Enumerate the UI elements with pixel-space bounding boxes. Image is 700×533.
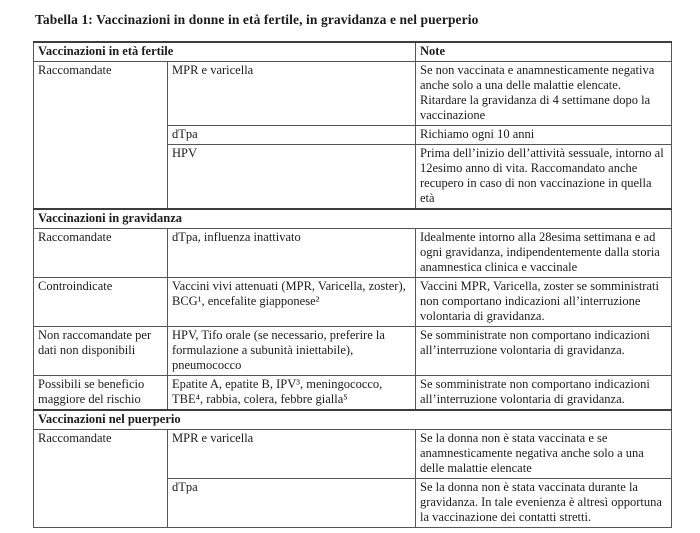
note-cell: Se la donna non è stata vaccinata e se anamnesticamente negativa anche solo a una delle malattie elencate <box>416 430 672 479</box>
table-row <box>34 62 672 126</box>
table-row <box>34 376 672 411</box>
section-header-row-puerperio <box>34 410 672 430</box>
table-row <box>34 327 672 376</box>
category-cell: Raccomandate <box>34 62 168 210</box>
section-header-eta-fertile: Vaccinazioni in età fertile <box>34 42 416 62</box>
note-cell: Idealmente intorno alla 28esima settimana e ad ogni gravidanza, indipendentemente dalla storia anamnestica clinica e vaccinale <box>416 229 672 278</box>
vaccination-table <box>33 41 672 528</box>
vaccine-cell: dTpa <box>168 479 416 528</box>
section-header-row-gravidanza <box>34 209 672 229</box>
note-cell: Se non vaccinata e anamnesticamente negativa anche solo a una delle malattie elencate. Ritardare la gravidanza di 4 settimane dopo la vaccinazione <box>416 62 672 126</box>
note-cell: Vaccini MPR, Varicella, zoster se somministrati non comportano indicazioni all’interruzione volontaria di gravidanza. <box>416 278 672 327</box>
note-cell: Se somministrate non comportano indicazioni all’interruzione volontaria di gravidanza. <box>416 327 672 376</box>
note-column-header: Note <box>416 42 672 62</box>
category-cell: Non raccomandate per dati non disponibili <box>34 327 168 376</box>
vaccine-cell: Vaccini vivi attenuati (MPR, Varicella, zoster), BCG¹, encefalite giapponese² <box>168 278 416 327</box>
category-cell: Raccomandate <box>34 229 168 278</box>
table-row <box>34 430 672 479</box>
table-row <box>34 278 672 327</box>
vaccine-cell: MPR e varicella <box>168 430 416 479</box>
section-header-gravidanza: Vaccinazioni in gravidanza <box>34 209 672 229</box>
vaccine-cell: MPR e varicella <box>168 62 416 126</box>
vaccine-cell: Epatite A, epatite B, IPV³, meningococco, TBE⁴, rabbia, colera, febbre gialla⁵ <box>168 376 416 411</box>
note-cell: Se la donna non è stata vaccinata durante la gravidanza. In tale evenienza è altresì opportuna la vaccinazione dei contatti stretti. <box>416 479 672 528</box>
table-row <box>34 229 672 278</box>
vaccine-cell: HPV <box>168 145 416 210</box>
note-cell: Richiamo ogni 10 anni <box>416 126 672 145</box>
note-cell: Prima dell’inizio dell’attività sessuale, intorno al 12esimo anno di vita. Raccomandato anche recupero in caso di non vaccinazione in quella età <box>416 145 672 210</box>
category-cell: Raccomandate <box>34 430 168 528</box>
note-cell: Se somministrate non comportano indicazioni all’interruzione volontaria di gravidanza. <box>416 376 672 411</box>
category-cell: Possibili se beneficio maggiore del rischio <box>34 376 168 411</box>
vaccine-cell: dTpa <box>168 126 416 145</box>
vaccine-cell: dTpa, influenza inattivato <box>168 229 416 278</box>
category-cell: Controindicate <box>34 278 168 327</box>
vaccine-cell: HPV, Tifo orale (se necessario, preferire la formulazione a subunità iniettabile), pneumococco <box>168 327 416 376</box>
section-header-puerperio: Vaccinazioni nel puerperio <box>34 410 672 430</box>
table-title: Tabella 1: Vaccinazioni in donne in età fertile, in gravidanza e nel puerperio <box>35 12 479 27</box>
section-header-row-eta-fertile <box>34 42 672 62</box>
